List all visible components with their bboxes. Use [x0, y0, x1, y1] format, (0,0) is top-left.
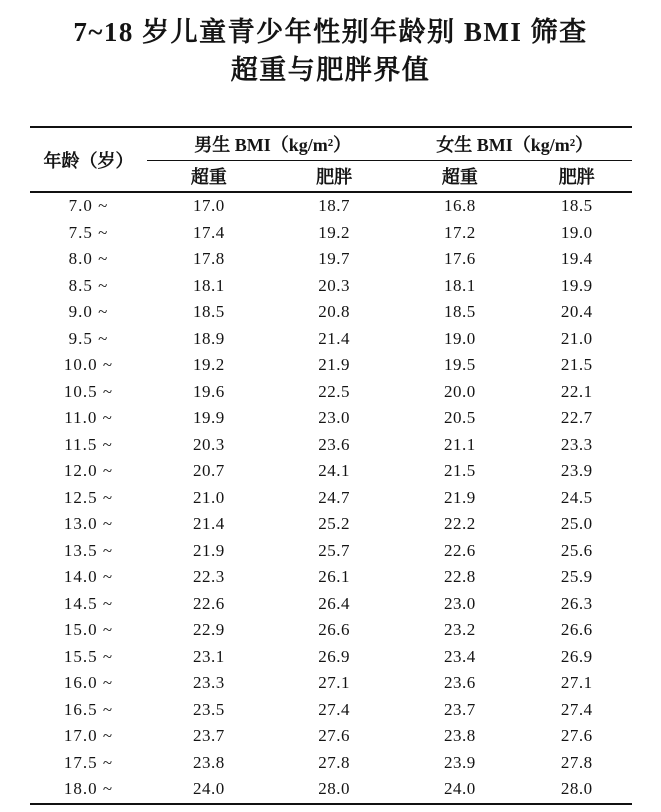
girls-obesity-cell: 25.9 — [560, 567, 593, 587]
age-cell: 8.0 ~ — [68, 249, 109, 269]
age-cell: 16.0 ~ — [63, 673, 114, 693]
boys-obesity-cell: 20.3 — [318, 275, 350, 295]
girls-overweight-header: 超重 — [398, 161, 522, 193]
boys-overweight-cell: 21.9 — [193, 540, 225, 560]
age-cell: 14.5 ~ — [63, 593, 114, 613]
age-cell: 12.5 ~ — [63, 487, 114, 507]
girls-overweight-cell: 21.1 — [444, 434, 476, 454]
girls-overweight-cell: 23.8 — [444, 726, 476, 746]
boys-overweight-header: 超重 — [147, 161, 270, 193]
boys-obesity-cell: 24.7 — [318, 487, 350, 507]
page-title — [0, 0, 661, 89]
table-header — [30, 127, 632, 192]
girls-overweight-cell: 18.1 — [444, 275, 476, 295]
boys-obesity-cell: 27.1 — [318, 673, 350, 693]
girls-obesity-cell: 19.9 — [560, 275, 593, 295]
girls-obesity-header: 肥胖 — [522, 161, 632, 193]
age-cell: 17.5 ~ — [63, 752, 114, 772]
boys-obesity-cell: 20.8 — [318, 302, 350, 322]
girls-bmi-group-header: 女生 BMI（kg/m²） — [398, 127, 632, 161]
table-row — [30, 246, 632, 273]
girls-obesity-cell: 28.0 — [560, 779, 593, 799]
table-row — [30, 352, 632, 379]
girls-overweight-cell: 18.5 — [444, 302, 476, 322]
boys-overweight-cell: 22.3 — [193, 567, 225, 587]
age-cell: 13.5 ~ — [63, 540, 114, 560]
boys-overweight-cell: 19.2 — [193, 355, 225, 375]
table-row — [30, 591, 632, 618]
girls-overweight-cell: 23.2 — [444, 620, 476, 640]
girls-obesity-cell: 24.5 — [560, 487, 593, 507]
boys-obesity-cell: 27.6 — [318, 726, 350, 746]
boys-obesity-cell: 22.5 — [318, 381, 350, 401]
table-row — [30, 511, 632, 538]
boys-obesity-cell: 25.2 — [318, 514, 350, 534]
table-row — [30, 220, 632, 247]
table-row — [30, 617, 632, 644]
girls-overweight-cell: 23.6 — [444, 673, 476, 693]
girls-obesity-cell: 25.6 — [560, 540, 593, 560]
boys-obesity-cell: 26.9 — [318, 646, 350, 666]
girls-obesity-cell: 27.4 — [560, 699, 593, 719]
boys-obesity-cell: 28.0 — [318, 779, 350, 799]
age-cell: 17.0 ~ — [63, 726, 114, 746]
boys-bmi-group-header: 男生 BMI（kg/m²） — [147, 127, 397, 161]
age-cell: 15.5 ~ — [63, 646, 114, 666]
table-row — [30, 299, 632, 326]
boys-obesity-cell: 21.4 — [318, 328, 350, 348]
boys-overweight-cell: 17.8 — [193, 249, 225, 269]
boys-overweight-cell: 21.0 — [193, 487, 225, 507]
girls-obesity-cell: 21.5 — [560, 355, 593, 375]
girls-obesity-cell: 26.6 — [560, 620, 593, 640]
girls-obesity-cell: 27.8 — [560, 752, 593, 772]
boys-obesity-cell: 24.1 — [318, 461, 350, 481]
girls-overweight-cell: 19.0 — [444, 328, 476, 348]
group-header-row — [30, 127, 632, 161]
table-row — [30, 379, 632, 406]
boys-overweight-cell: 20.7 — [193, 461, 225, 481]
age-cell: 8.5 ~ — [68, 275, 109, 295]
table-body — [30, 192, 632, 804]
girls-overweight-cell: 19.5 — [444, 355, 476, 375]
boys-overweight-cell: 23.7 — [193, 726, 225, 746]
table-row — [30, 538, 632, 565]
age-cell: 14.0 ~ — [63, 567, 114, 587]
table-row — [30, 485, 632, 512]
boys-overweight-cell: 18.9 — [193, 328, 225, 348]
boys-overweight-cell: 17.4 — [193, 222, 225, 242]
boys-obesity-cell: 26.1 — [318, 567, 350, 587]
boys-overweight-cell: 18.5 — [193, 302, 225, 322]
girls-overweight-cell: 24.0 — [444, 779, 476, 799]
girls-obesity-cell: 19.4 — [560, 249, 593, 269]
boys-overweight-cell: 19.6 — [193, 381, 225, 401]
boys-overweight-cell: 23.3 — [193, 673, 225, 693]
age-cell: 10.0 ~ — [63, 355, 114, 375]
boys-overweight-cell: 21.4 — [193, 514, 225, 534]
girls-obesity-cell: 22.1 — [560, 381, 593, 401]
boys-overweight-cell: 23.5 — [193, 699, 225, 719]
page-title-line2: 超重与肥胖界值 — [230, 55, 431, 85]
girls-obesity-cell: 23.3 — [560, 434, 593, 454]
boys-overweight-cell: 23.8 — [193, 752, 225, 772]
girls-obesity-cell: 22.7 — [560, 408, 593, 428]
age-cell: 7.5 ~ — [68, 222, 109, 242]
boys-obesity-cell: 26.6 — [318, 620, 350, 640]
boys-obesity-cell: 19.7 — [318, 249, 350, 269]
girls-overweight-cell: 16.8 — [444, 196, 476, 216]
table-row — [30, 776, 632, 804]
boys-obesity-cell: 23.6 — [318, 434, 350, 454]
boys-obesity-cell: 19.2 — [318, 222, 350, 242]
table-row — [30, 644, 632, 671]
age-cell: 7.0 ~ — [68, 196, 109, 216]
age-cell: 16.5 ~ — [63, 699, 114, 719]
table-row — [30, 564, 632, 591]
girls-overweight-cell: 23.4 — [444, 646, 476, 666]
girls-obesity-cell: 18.5 — [560, 196, 593, 216]
girls-overweight-cell: 20.0 — [444, 381, 476, 401]
boys-obesity-cell: 27.4 — [318, 699, 350, 719]
age-cell: 13.0 ~ — [63, 514, 114, 534]
girls-overweight-cell: 21.9 — [444, 487, 476, 507]
table-row — [30, 192, 632, 220]
table-row — [30, 670, 632, 697]
age-cell: 12.0 ~ — [63, 461, 114, 481]
table-row — [30, 326, 632, 353]
girls-obesity-cell: 19.0 — [560, 222, 593, 242]
girls-overweight-cell: 23.9 — [444, 752, 476, 772]
girls-obesity-cell: 25.0 — [560, 514, 593, 534]
age-cell: 10.5 ~ — [63, 381, 114, 401]
bmi-cutoff-table — [30, 126, 632, 805]
girls-overweight-cell: 22.2 — [444, 514, 476, 534]
boys-obesity-cell: 25.7 — [318, 540, 350, 560]
table-row — [30, 458, 632, 485]
girls-overweight-cell: 20.5 — [444, 408, 476, 428]
boys-overweight-cell: 24.0 — [193, 779, 225, 799]
boys-overweight-cell: 19.9 — [193, 408, 225, 428]
girls-obesity-cell: 27.1 — [560, 673, 593, 693]
boys-overweight-cell: 23.1 — [193, 646, 225, 666]
boys-obesity-cell: 26.4 — [318, 593, 350, 613]
age-cell: 9.5 ~ — [68, 328, 109, 348]
table-row — [30, 723, 632, 750]
girls-overweight-cell: 21.5 — [444, 461, 476, 481]
age-cell: 9.0 ~ — [68, 302, 109, 322]
girls-obesity-cell: 21.0 — [560, 328, 593, 348]
girls-overweight-cell: 17.6 — [444, 249, 476, 269]
girls-overweight-cell: 22.6 — [444, 540, 476, 560]
girls-obesity-cell: 27.6 — [560, 726, 593, 746]
girls-overweight-cell: 23.0 — [444, 593, 476, 613]
girls-obesity-cell: 23.9 — [560, 461, 593, 481]
table-row — [30, 750, 632, 777]
boys-obesity-cell: 27.8 — [318, 752, 350, 772]
girls-obesity-cell: 26.3 — [560, 593, 593, 613]
page-title-line1: 7~18 岁儿童青少年性别年龄别 BMI 筛查 — [73, 17, 588, 47]
age-cell: 11.5 ~ — [64, 434, 113, 454]
age-cell: 18.0 ~ — [63, 779, 114, 799]
boys-obesity-cell: 23.0 — [318, 408, 350, 428]
boys-overweight-cell: 17.0 — [193, 196, 225, 216]
boys-overweight-cell: 22.9 — [193, 620, 225, 640]
girls-overweight-cell: 22.8 — [444, 567, 476, 587]
table-row — [30, 432, 632, 459]
boys-overweight-cell: 22.6 — [193, 593, 225, 613]
age-column-header: 年龄（岁） — [30, 127, 148, 192]
girls-overweight-cell: 23.7 — [444, 699, 476, 719]
boys-overweight-cell: 18.1 — [193, 275, 225, 295]
girls-overweight-cell: 17.2 — [444, 222, 476, 242]
table-row — [30, 273, 632, 300]
boys-obesity-header: 肥胖 — [270, 161, 398, 193]
boys-obesity-cell: 18.7 — [318, 196, 350, 216]
boys-overweight-cell: 20.3 — [193, 434, 225, 454]
girls-obesity-cell: 26.9 — [560, 646, 593, 666]
girls-obesity-cell: 20.4 — [560, 302, 593, 322]
age-cell: 15.0 ~ — [63, 620, 114, 640]
table-row — [30, 405, 632, 432]
boys-obesity-cell: 21.9 — [318, 355, 350, 375]
age-cell: 11.0 ~ — [64, 408, 113, 428]
table-row — [30, 697, 632, 724]
